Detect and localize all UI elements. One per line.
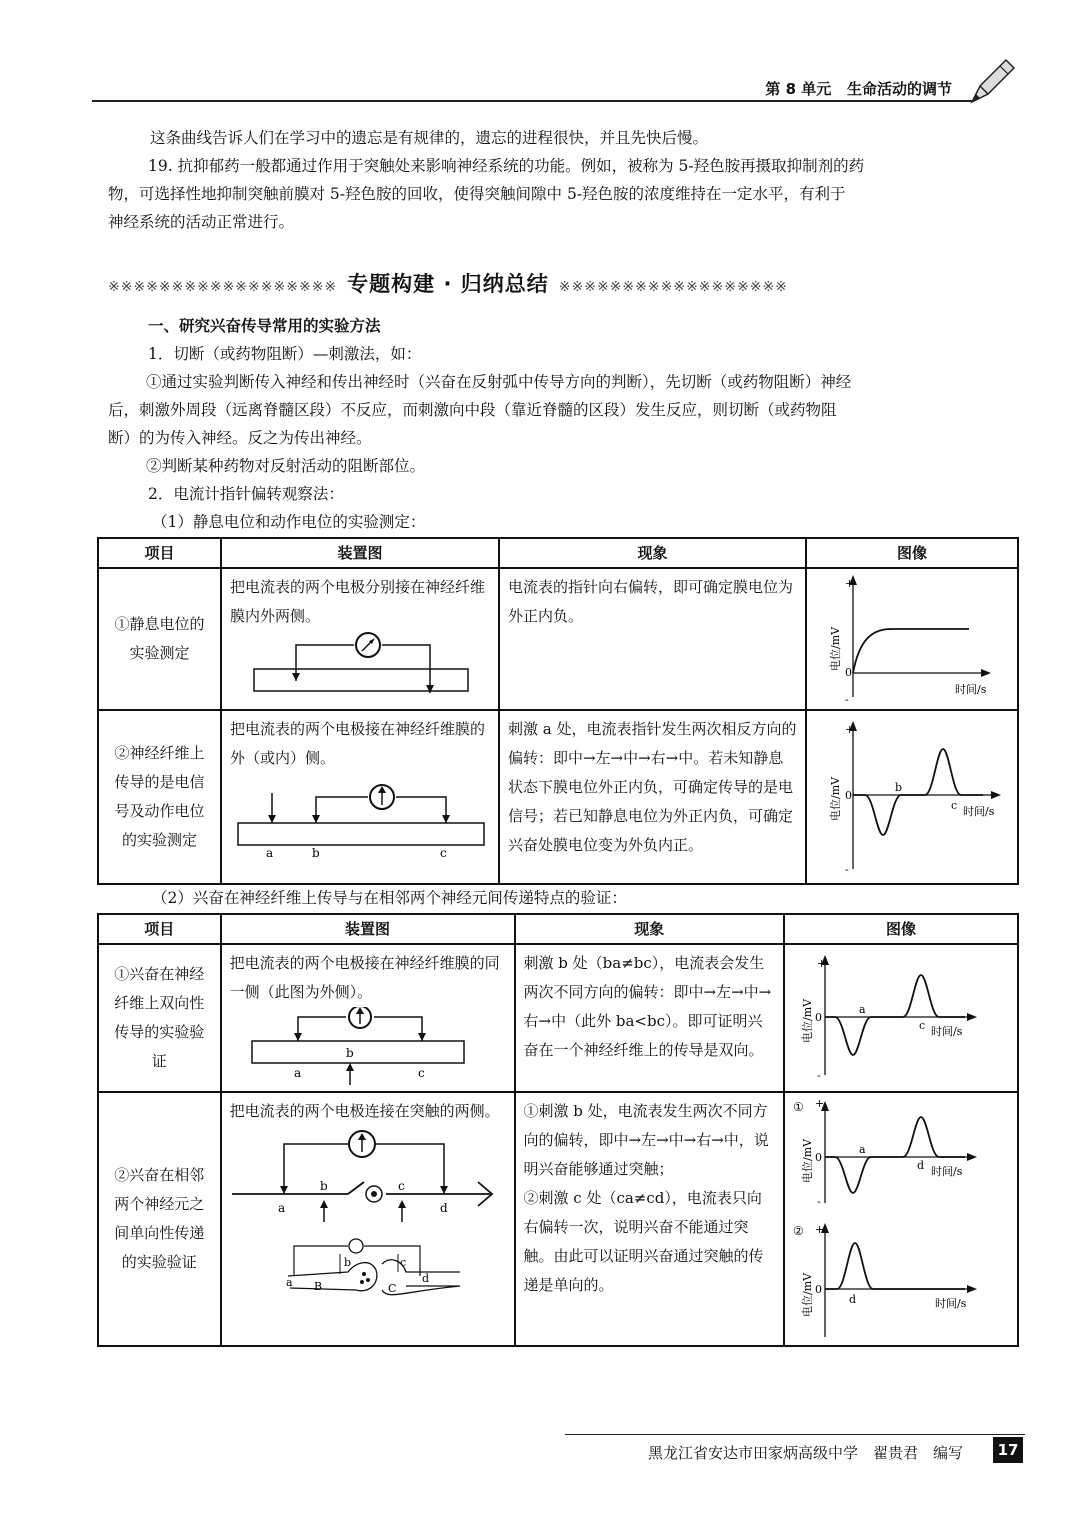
method-2: 2．电流计指针偏转观察法： — [148, 485, 344, 503]
resting-potential-apparatus — [230, 631, 490, 701]
g3-a: a — [858, 1003, 866, 1016]
header2-phenomenon: 现象 — [515, 914, 784, 944]
t2r2-device-text: 把电流表的两个电极连接在突触的两侧。 — [229, 1102, 500, 1120]
t2r2-label-d: d — [439, 1201, 448, 1215]
method-1: 1．切断（或药物阻断）—刺激法，如： — [148, 345, 422, 363]
g5-num: ② — [792, 1224, 804, 1238]
methods-heading: 一、研究兴奋传导常用的实验方法 — [148, 317, 381, 335]
t1r2-label-c: c — [439, 846, 447, 859]
section-banner — [108, 268, 1008, 298]
table1-caption: （1）静息电位和动作电位的实验测定： — [152, 513, 426, 531]
stars-right: ※※※※※※※※※※※※※※※※※※ — [558, 279, 788, 295]
syn-C: C — [387, 1282, 397, 1295]
syn-d: d — [421, 1272, 429, 1285]
g4-d: d — [916, 1159, 925, 1172]
g2-plus: + — [844, 723, 855, 736]
pen-icon — [966, 56, 1018, 108]
resting-potential-graph — [807, 569, 1017, 709]
g1-xlabel: 时间/s — [954, 683, 987, 696]
g5-plus: + — [814, 1223, 825, 1236]
header2-graph: 图像 — [784, 914, 1018, 944]
header2-device: 装置图 — [221, 914, 515, 944]
t2r2-device — [221, 1092, 515, 1346]
g5-zero: 0 — [814, 1283, 822, 1296]
t2r1-item: ①兴奋在神经纤维上双向性传导的实验验证 — [98, 944, 221, 1092]
g2-c: c — [950, 799, 958, 812]
t1r1-phenomenon: 电流表的指针向右偏转，即可确定膜电位为外正内负。 — [499, 568, 806, 710]
t2r2-label-a: a — [277, 1201, 285, 1215]
t2r1-phenomenon: 刺激 b 处（ba≠bc），电流表会发生两次不同方向的偏转：即中→左→中→右→中（此外 ba<bc）。即可证明兴奋在一个神经纤维上的传导是双向。 — [515, 944, 784, 1092]
g3-plus: + — [816, 957, 827, 970]
t1r2-device — [221, 710, 499, 884]
g5-xlabel: 时间/s — [934, 1297, 967, 1310]
table-resting-action-potential — [97, 537, 1019, 885]
t1r1-device — [221, 568, 499, 710]
g2-ylabel: 电位/mV — [828, 776, 842, 821]
t2r2-phenomenon — [515, 1092, 784, 1346]
method-1a-line2: 后，刺激外周段（远离脊髓区段）不反应，而刺激向中段（靠近脊髓的区段）发生反应，则切断（或药物阻 — [108, 401, 837, 419]
method-1b: ②判断某种药物对反射活动的阻断部位。 — [146, 457, 426, 475]
header-device: 装置图 — [221, 538, 499, 568]
t2r2-item: ②兴奋在相邻两个神经元之间单向性传递的实验验证 — [98, 1092, 221, 1346]
g2-minus: - — [844, 863, 849, 876]
unit-number: 第 8 单元 — [765, 80, 832, 98]
g1-plus: + — [844, 577, 855, 590]
header-graph: 图像 — [806, 538, 1018, 568]
g2-xlabel: 时间/s — [962, 805, 995, 818]
t1r1-item: ①静息电位的实验测定 — [98, 568, 221, 710]
t1r1-graph — [806, 568, 1018, 710]
syn-a: a — [285, 1276, 293, 1289]
method-1a-line3: 断）的为传入神经。反之为传出神经。 — [108, 429, 372, 447]
t2r1-device-text: 把电流表的两个电极接在神经纤维膜的同一侧（此图为外侧）。 — [229, 954, 500, 1001]
t2r1-label-b: b — [345, 1046, 354, 1060]
method-1a-line1: ①通过实验判断传入神经和传出神经时（兴奋在反射弧中传导方向的判断），先切断（或药物阻断）神经 — [146, 373, 852, 391]
header-item: 项目 — [98, 538, 221, 568]
t1r2-phenomenon: 刺激 a 处，电流表指针发生两次相反方向的偏转：即中→左→中→右→中。若未知静息状态下膜电位外正内负，可确定传导的是电信号；若已知静息电位为外正内负，可确定兴奋处膜电位变为外负内正。 — [499, 710, 806, 884]
stars-left: ※※※※※※※※※※※※※※※※※※ — [108, 279, 338, 295]
t2r2-phenomenon-1: ①刺激 b 处，电流表发生两次不同方向的偏转，即中→左→中→右→中，说明兴奋能够通过突触； — [523, 1102, 769, 1178]
table-conduction-transmission — [97, 913, 1019, 1347]
t2r2-graph — [784, 1092, 1018, 1346]
g4-ylabel: 电位/mV — [800, 1138, 814, 1183]
g4-num: ① — [792, 1100, 804, 1114]
t2r2-phenomenon-2: ②刺激 c 处（ca≠cd），电流表只向右偏转一次，说明兴奋不能通过突触。由此可以证明兴奋通过突触的传递是单向的。 — [523, 1189, 764, 1294]
synapse-apparatus — [230, 1126, 500, 1306]
t2r2-label-b: b — [319, 1179, 328, 1193]
header-phenomenon: 现象 — [499, 538, 806, 568]
g4-a: a — [858, 1143, 866, 1156]
g1-ylabel: 电位/mV — [828, 626, 842, 671]
g1-minus: - — [844, 693, 849, 706]
t1r2-label-a: a — [265, 846, 274, 859]
t1r2-label-b: b — [311, 846, 320, 859]
g4-plus: + — [814, 1097, 825, 1110]
t1r2-graph — [806, 710, 1018, 884]
g3-c: c — [918, 1019, 926, 1032]
t1r1-device-text: 把电流表的两个电极分别接在神经纤维膜内外两侧。 — [229, 578, 485, 625]
g3-zero: 0 — [814, 1011, 822, 1024]
t1r2-item: ②神经纤维上传导的是电信号及动作电位的实验测定 — [98, 710, 221, 884]
t2r2-label-c: c — [397, 1179, 405, 1193]
unit-name: 生命活动的调节 — [846, 80, 952, 98]
g3-xlabel: 时间/s — [930, 1025, 963, 1038]
bidirectional-apparatus — [230, 1007, 500, 1087]
intro-p19-c: 神经系统的活动正常进行。 — [108, 213, 295, 231]
g4-zero: 0 — [814, 1151, 822, 1164]
intro-line1: 这条曲线告诉人们在学习中的遗忘是有规律的，遗忘的进程很快，并且先快后慢。 — [150, 129, 709, 147]
t2r1-graph — [784, 944, 1018, 1092]
table2-caption: （2）兴奋在神经纤维上传导与在相邻两个神经元间传递特点的验证： — [152, 889, 627, 907]
action-potential-graph — [807, 711, 1017, 881]
g3-minus: - — [816, 1069, 821, 1082]
syn-b: b — [343, 1256, 351, 1269]
footer-author: 黑龙江省安达市田家炳高级中学 翟贵君 编写 — [648, 1444, 964, 1462]
g5-ylabel: 电位/mV — [800, 1272, 814, 1317]
action-potential-apparatus — [230, 773, 490, 859]
t2r1-device — [221, 944, 515, 1092]
g1-zero: 0 — [844, 666, 852, 679]
t2r1-label-a: a — [293, 1066, 301, 1080]
section-title: 专题构建 · 归纳总结 — [347, 272, 549, 296]
t2r1-label-c: c — [417, 1066, 425, 1080]
bidirectional-graph — [785, 945, 1017, 1085]
g4-minus: - — [816, 1195, 821, 1208]
g5-d: d — [848, 1293, 857, 1306]
t1r2-device-text: 把电流表的两个电极接在神经纤维膜的外（或内）侧。 — [229, 720, 485, 767]
page-header — [92, 76, 972, 102]
g3-ylabel: 电位/mV — [800, 998, 814, 1043]
g4-xlabel: 时间/s — [930, 1165, 963, 1178]
intro-p19-b: 物，可选择性地抑制突触前膜对 5-羟色胺的回收，使得突触间隙中 5-羟色胺的浓度维持在一定水平，有利于 — [108, 185, 846, 203]
syn-c: c — [399, 1256, 406, 1269]
header2-item: 项目 — [98, 914, 221, 944]
footer-rule — [565, 1434, 1025, 1435]
syn-B: B — [313, 1280, 322, 1293]
unit-title — [765, 78, 952, 99]
synapse-graphs — [785, 1093, 1017, 1343]
g2-zero: 0 — [844, 789, 852, 802]
page-number: 17 — [993, 1437, 1023, 1463]
intro-p19-a: 19. 抗抑郁药一般都通过作用于突触处来影响神经系统的功能。例如，被称为 5-羟色胺再摄取抑制剂的药 — [148, 157, 865, 175]
g2-b: b — [894, 781, 903, 794]
